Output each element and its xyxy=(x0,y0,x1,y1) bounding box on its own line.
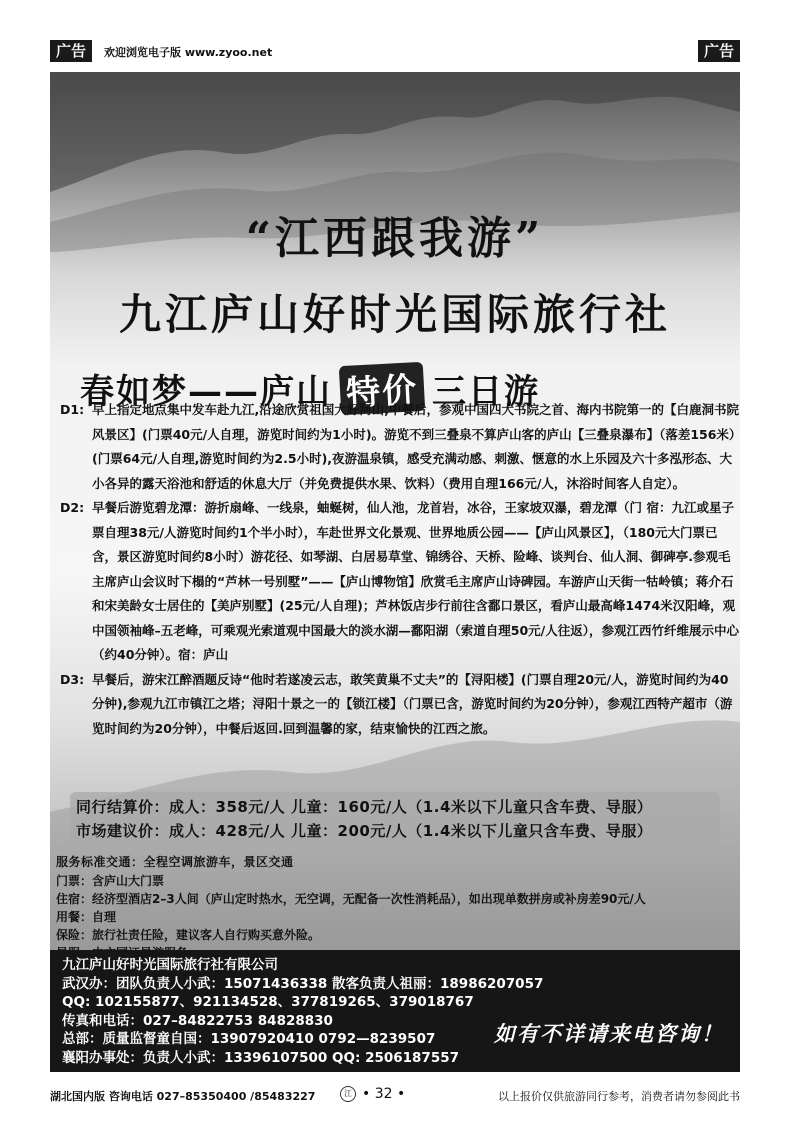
contact-qq: QQ: 102155877、921134528、377819265、379018767 xyxy=(62,994,474,1010)
service-lodging: 住宿：经济型酒店2–3人间（庐山定时热水，无空调，无配备一次性消耗品），如出现单数拼房或补房差90元/人 xyxy=(56,892,646,906)
welcome-text: 欢迎浏览电子版 www.zyoo.net xyxy=(104,46,273,59)
service-meals: 用餐：自理 xyxy=(56,910,117,924)
service-standards xyxy=(56,853,736,962)
tour-title-suffix: 三日游 xyxy=(432,372,540,412)
service-ticket: 门票：含庐山大门票 xyxy=(56,874,165,888)
call-us-text: 如有不详请来电咨询！ xyxy=(494,1021,724,1046)
ad-tag-right: 广告 xyxy=(698,40,740,62)
day-text: 早上指定地点集中发车赴九江,沿途欣赏祖国大好河山,中餐后，参观中国四大书院之首、海内书院第一的【白鹿洞书院风景区】(门票40元/人自理，游览时间约为1小时)。游览不到三叠泉不算庐山客的庐山【三叠泉瀑布】（落差156米）(门票64元/人自理,游览时间约为2.5小时),夜游温泉镇，感受充满动感、刺激、惬意的水上乐园及六十多泓形态、大小各异的露天浴池和舒适的休息大厅（并免费提供水果、饮料）（费用自理166元/人，沐浴时间客人自定）。 xyxy=(92,402,739,491)
contact-wuhan: 武汉办：团队负责人小武：15071436338 散客负责人祖丽：18986207057 xyxy=(62,975,544,992)
day-stay: 宿：庐山 xyxy=(178,647,229,662)
footer-right: 以上报价仅供旅游同行参考，消费者请勿参阅此书 xyxy=(498,1090,740,1103)
day-label: D3: xyxy=(60,671,85,687)
day-text: 早餐后，游宋江醉酒题反诗“他时若遂凌云志，敢笑黄巢不丈夫”的【浔阳楼】(门票自理20元/人，游览时间约为40分钟),参观九江市镇江之塔；浔阳十景之一的【锁江楼】（门票已含，游览时间约为20分钟），参观江西特产超市（游览时间约为20分钟），中餐后返回.回到温馨的家，结束愉快的江西之旅。 xyxy=(92,671,733,736)
service-insurance: 保险：旅行社责任险，建议客人自行购买意外险。 xyxy=(56,928,321,942)
market-price: 市场建议价：成人：428元/人 儿童：200元/人（1.4米以下儿童只含车费、导服） xyxy=(76,822,653,840)
company-title: 九江庐山好时光国际旅行社 xyxy=(118,290,671,339)
day-2 xyxy=(60,496,740,668)
day-3 xyxy=(60,668,740,742)
tour-title-prefix: 春如梦——庐山 xyxy=(80,372,332,412)
contact-xiangyang: 襄阳办事处：负责人小武：13396107500 QQ: 2506187557 xyxy=(62,1049,460,1066)
special-price-badge: 特价 xyxy=(339,362,425,415)
service-head: 服务标准交通：全程空调旅游车，景区交通 xyxy=(56,855,294,869)
price-box xyxy=(70,792,720,846)
contact-hq: 总部：质量监督童自国：13907920410 0792—8239507 xyxy=(62,1031,436,1047)
day-label: D1: xyxy=(60,402,85,417)
contact-company: 九江庐山好时光国际旅行社有限公司 xyxy=(62,957,278,973)
day-stay: 宿：九江或星子 xyxy=(646,500,734,515)
slogan: “江西跟我游” xyxy=(245,213,545,264)
day-text: 早餐后游览碧龙潭：游折扇峰、一线泉，蚰蜒树，仙人池，龙首岩，冰谷，王家坡双瀑，碧龙潭（门票自理38元/人游览时间约1个半小时），车赴世界文化景观、世界地质公园——【庐山风景区】，（180元大门票已含，景区游览时间约8小时）游花径、如琴湖、白居易草堂、锦绣谷、天桥、险峰、谈判台、仙人洞、御碑亭.参观毛主席庐山会议时下榻的“芦林一号别墅”——【庐山博物馆】欣赏毛主席庐山诗碑园。车游庐山天街一牯岭镇；蒋介石和宋美龄女士居住的【美庐别墅】(25元/人自理)；芦林饭店步行前往含鄱口景区，看庐山最高峰1474米汉阳峰，观中国领袖峰–五老峰，可乘观光索道观中国最大的淡水湖—鄱阳湖（索道自理50元/人往返），参观江西竹纤维展示中心（约40分钟）。 xyxy=(92,500,739,662)
footer-left: 湖北国内版 咨询电话 027–85350400 /85483227 xyxy=(50,1090,316,1103)
ad-tag-left: 广告 xyxy=(50,40,92,62)
contact-fax: 传真和电话：027–84822753 84828830 xyxy=(62,1012,333,1029)
page-badge-icon: 江 xyxy=(340,1086,356,1102)
page-number: • 32 • xyxy=(362,1086,406,1102)
page-number-wrap xyxy=(340,1086,405,1102)
contact-info xyxy=(62,956,742,1067)
page-footer xyxy=(50,1086,740,1106)
day-label: D2: xyxy=(60,500,85,515)
ad-page xyxy=(50,40,740,1072)
itinerary xyxy=(60,398,740,741)
top-bar xyxy=(50,40,740,64)
trade-price: 同行结算价：成人：358元/人 儿童：160元/人（1.4米以下儿童只含车费、导服） xyxy=(76,798,653,816)
